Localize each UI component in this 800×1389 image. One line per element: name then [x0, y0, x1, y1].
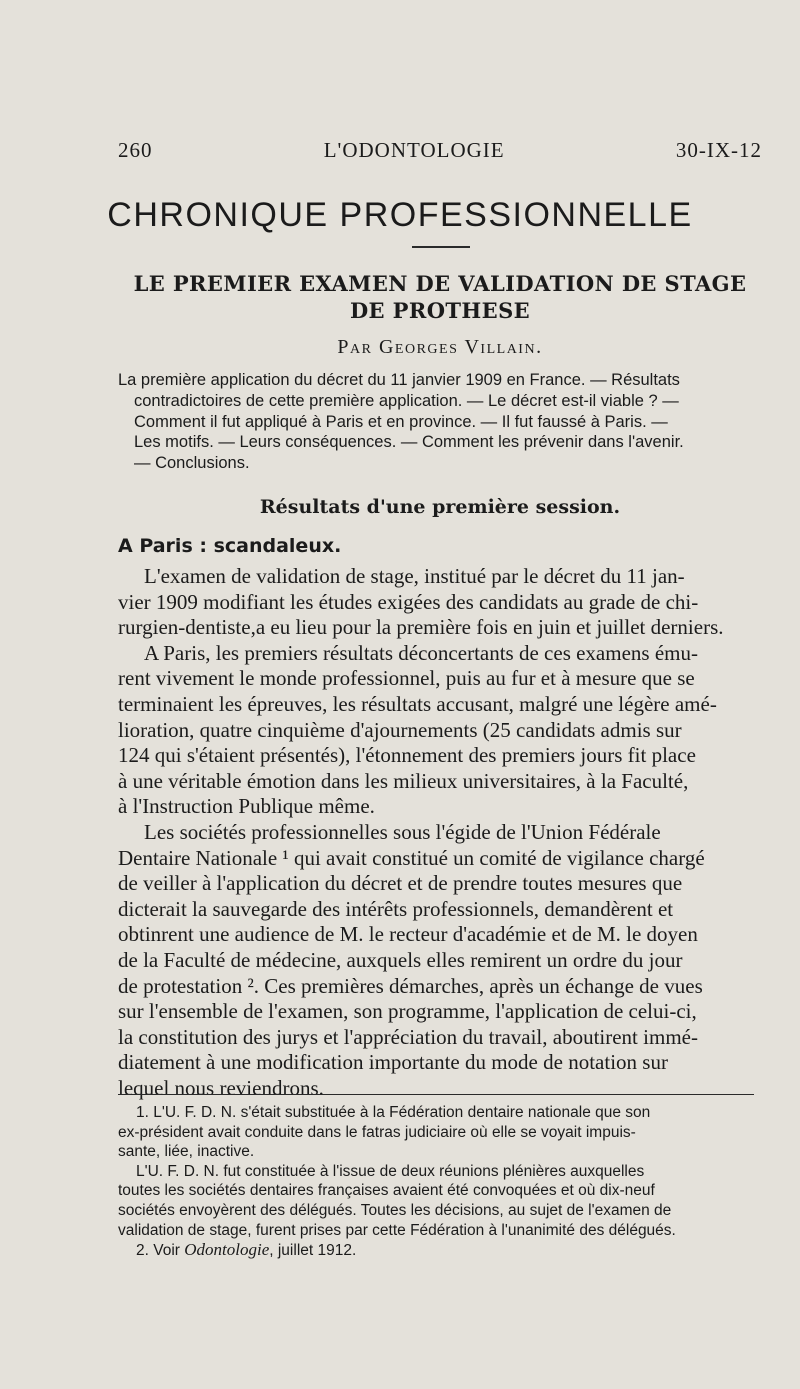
body-line: à l'Instruction Publique même. — [118, 794, 375, 819]
summary-line: — Conclusions. — [134, 454, 250, 473]
byline: Par Georges Villain. — [337, 336, 543, 358]
body-line: terminaient les épreuves, les résultats accusant, malgré une légère amé- — [118, 691, 717, 716]
footnote-2 — [118, 1240, 762, 1261]
body-line: sur l'ensemble de l'examen, son programme, l'application de celui-ci, — [118, 999, 697, 1024]
body-line: de protestation ². Ces premières démarches, après un échange de vues — [118, 973, 703, 998]
summary-line: Les motifs. — Leurs conséquences. — Comment les prévenir dans l'avenir. — [134, 433, 684, 452]
side-heading: A Paris : scandaleux. — [118, 535, 342, 557]
footnote-line: toutes les sociétés dentaires françaises avaient été convoquées et où dix-neuf — [118, 1182, 655, 1200]
article-summary — [118, 370, 760, 474]
summary-line: Comment il fut appliqué à Paris et en province. — Il fut faussé à Paris. — — [134, 412, 668, 431]
article-title — [110, 270, 770, 324]
body-line: lequel nous reviendrons. — [118, 1075, 324, 1100]
body-line: A Paris, les premiers résultats déconcertants de ces examens ému- — [144, 640, 698, 665]
summary-line: contradictoires de cette première application. — Le décret est-il viable ? — — [134, 391, 679, 410]
footnote-2-rest: , juillet 1912. — [269, 1242, 357, 1260]
title-divider — [412, 246, 470, 248]
footnote-divider — [118, 1094, 754, 1095]
body-text — [118, 564, 762, 1101]
body-line: la constitution des jurys et l'appréciation du travail, aboutirent immé- — [118, 1024, 698, 1049]
body-line: diatement à une modification importante du mode de notation sur — [118, 1050, 668, 1075]
issue-date: 30-IX-12 — [675, 138, 762, 162]
body-line: rurgien-dentiste,a eu lieu pour la première fois en juin et juillet derniers. — [118, 615, 724, 640]
footnote-line: sante, liée, inactive. — [118, 1143, 255, 1161]
body-line: Les sociétés professionnelles sous l'égide de l'Union Fédérale — [144, 819, 661, 844]
body-line: rent vivement le monde professionnel, puis au fur et à mesure que se — [118, 666, 695, 691]
page-number: 260 — [118, 138, 153, 162]
body-line: Dentaire Nationale ¹ qui avait constitué un comité de vigilance chargé — [118, 845, 705, 870]
section-title: CHRONIQUE PROFESSIONNELLE — [107, 196, 693, 234]
summary-line: La première application du décret du 11 janvier 1909 en France. — Résultats — [118, 371, 680, 389]
footnote-line: 1. L'U. F. D. N. s'était substituée à la Fédération dentaire nationale que son — [136, 1104, 651, 1121]
footnote-line: ex-président avait conduite dans le fatras judiciaire où elle se voyait impuis- — [118, 1123, 636, 1141]
body-line: dicterait la sauvegarde des intérêts professionnels, demandèrent et — [118, 896, 674, 921]
body-line: L'examen de validation de stage, institué par le décret du 11 jan- — [144, 564, 685, 588]
article-title-line-1: LE PREMIER EXAMEN DE VALIDATION DE STAGE — [133, 271, 747, 296]
footnote-line: L'U. F. D. N. fut constituée à l'issue de deux réunions plénières auxquelles — [136, 1162, 645, 1180]
body-line: obtinrent une audience de M. le recteur d'académie et de M. le doyen — [118, 922, 698, 947]
body-line: 124 qui s'étaient présentés), l'étonnement des premiers jours fit place — [118, 743, 696, 768]
footnote-2-prefix: 2. Voir — [136, 1242, 185, 1260]
article-title-line-2: DE PROTHESE — [349, 298, 531, 323]
footnote-line: sociétés envoyèrent des délégués. Toutes les décisions, au sujet de l'examen de — [118, 1201, 672, 1219]
footnote-2-journal: Odontologie — [184, 1240, 270, 1260]
footnotes — [118, 1103, 762, 1261]
body-line: vier 1909 modifiant les études exigées des candidats au grade de chi- — [118, 589, 699, 614]
body-line: lioration, quatre cinquième d'ajournements (25 candidats admis sur — [118, 717, 682, 742]
journal-name: L'ODONTOLOGIE — [323, 138, 505, 162]
footnote-line: validation de stage, furent prises par cette Fédération à l'unanimité des délégués. — [118, 1221, 676, 1239]
body-line: de veiller à l'application du décret et de prendre toutes mesures que — [118, 871, 683, 896]
body-line: à une véritable émotion dans les milieux universitaires, à la Faculté, — [118, 768, 689, 793]
running-header — [118, 138, 762, 163]
body-line: de la Faculté de médecine, auxquels elles remirent un ordre du jour — [118, 947, 683, 972]
subheading: Résultats d'une première session. — [259, 496, 621, 518]
